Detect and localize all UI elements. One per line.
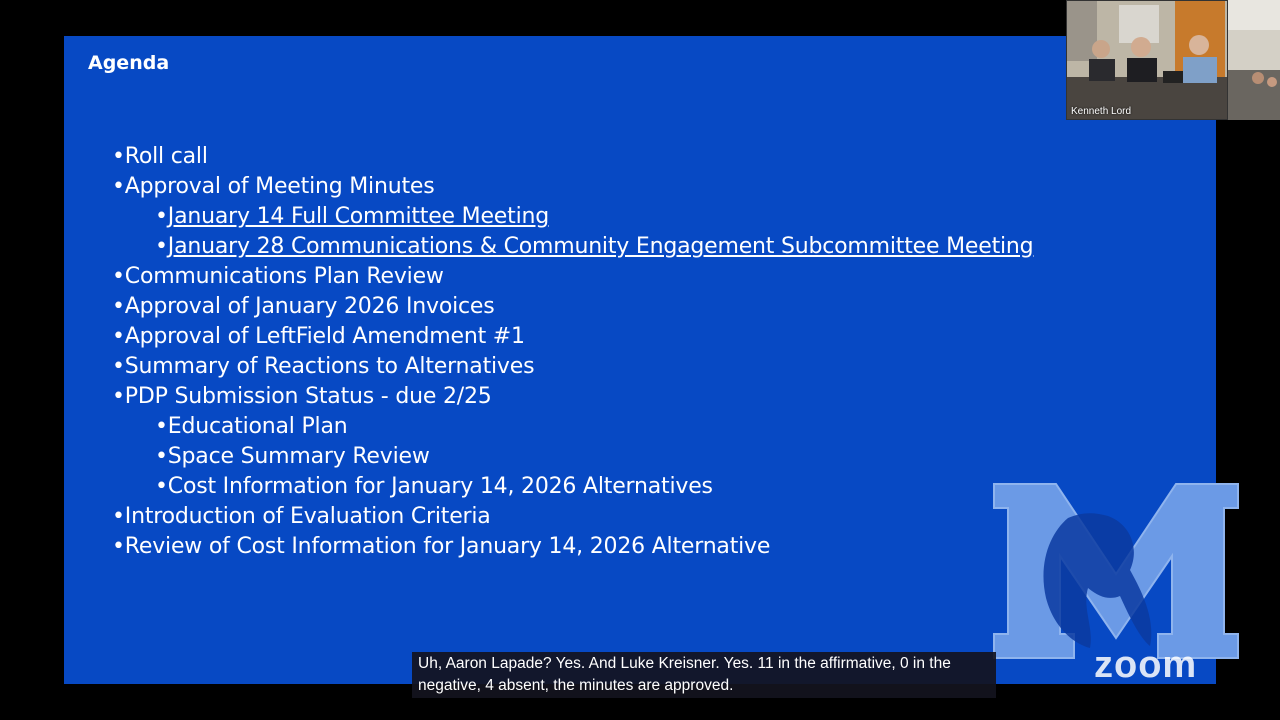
agenda-link[interactable]: January 28 Communications & Community Engagement Subcommittee Meeting bbox=[167, 234, 1034, 259]
agenda-item-text: Introduction of Evaluation Criteria bbox=[124, 504, 491, 529]
bullet: • bbox=[112, 144, 125, 169]
agenda-item-text: Summary of Reactions to Alternatives bbox=[124, 354, 535, 379]
bullet: • bbox=[155, 414, 168, 439]
slide-title: Agenda bbox=[88, 52, 170, 74]
mustang-m-logo-icon bbox=[990, 478, 1242, 664]
participant-name-label: Kenneth Lord bbox=[1071, 106, 1132, 117]
agenda-item bbox=[112, 322, 1033, 352]
agenda-subitem[interactable] bbox=[112, 202, 1033, 232]
participant-video-tile[interactable] bbox=[1066, 0, 1228, 120]
bullet: • bbox=[112, 264, 125, 289]
zoom-watermark: zoom bbox=[1094, 644, 1198, 686]
agenda-item-text: Roll call bbox=[124, 144, 208, 169]
agenda-item bbox=[112, 142, 1033, 172]
bullet: • bbox=[155, 204, 168, 229]
agenda-item bbox=[112, 502, 1033, 532]
presentation-slide bbox=[64, 36, 1216, 694]
bullet: • bbox=[112, 324, 125, 349]
agenda-item bbox=[112, 382, 1033, 412]
agenda-item bbox=[112, 262, 1033, 292]
agenda-subitem bbox=[112, 442, 1033, 472]
agenda-item-text: PDP Submission Status - due 2/25 bbox=[124, 384, 492, 409]
bullet: • bbox=[112, 384, 125, 409]
bullet: • bbox=[112, 534, 125, 559]
bullet: • bbox=[155, 474, 168, 499]
closed-caption bbox=[412, 652, 996, 698]
agenda-item-text: Educational Plan bbox=[167, 414, 348, 439]
agenda-item-text: Review of Cost Information for January 14, 2026 Alternative bbox=[124, 534, 771, 559]
bullet: • bbox=[112, 174, 125, 199]
agenda-subitem bbox=[112, 412, 1033, 442]
agenda-item bbox=[112, 292, 1033, 322]
agenda-item-text: Approval of Meeting Minutes bbox=[124, 174, 435, 199]
bullet: • bbox=[112, 294, 125, 319]
agenda-item bbox=[112, 352, 1033, 382]
video-feed-image bbox=[1228, 0, 1280, 120]
caption-line: Uh, Aaron Lapade? Yes. And Luke Kreisner. Yes. 11 in the affirmative, 0 in the bbox=[418, 655, 951, 672]
agenda-item-text: Cost Information for January 14, 2026 Alternatives bbox=[167, 474, 713, 499]
bullet: • bbox=[155, 444, 168, 469]
agenda-item-text: Approval of LeftField Amendment #1 bbox=[124, 324, 525, 349]
agenda-link[interactable]: January 14 Full Committee Meeting bbox=[167, 204, 549, 229]
video-feed-image bbox=[1067, 1, 1228, 120]
bullet: • bbox=[112, 354, 125, 379]
participant-video-strip[interactable] bbox=[1228, 0, 1280, 120]
agenda-item-text: Space Summary Review bbox=[167, 444, 430, 469]
agenda-item bbox=[112, 532, 1033, 562]
bullet: • bbox=[155, 234, 168, 259]
agenda-subitem[interactable] bbox=[112, 232, 1033, 262]
bullet: • bbox=[112, 504, 125, 529]
agenda-item-text: Approval of January 2026 Invoices bbox=[124, 294, 495, 319]
agenda-subitem bbox=[112, 472, 1033, 502]
agenda-item bbox=[112, 172, 1033, 202]
agenda-list bbox=[112, 142, 1033, 562]
caption-line: negative, 4 absent, the minutes are approved. bbox=[418, 677, 734, 694]
agenda-item-text: Communications Plan Review bbox=[124, 264, 444, 289]
